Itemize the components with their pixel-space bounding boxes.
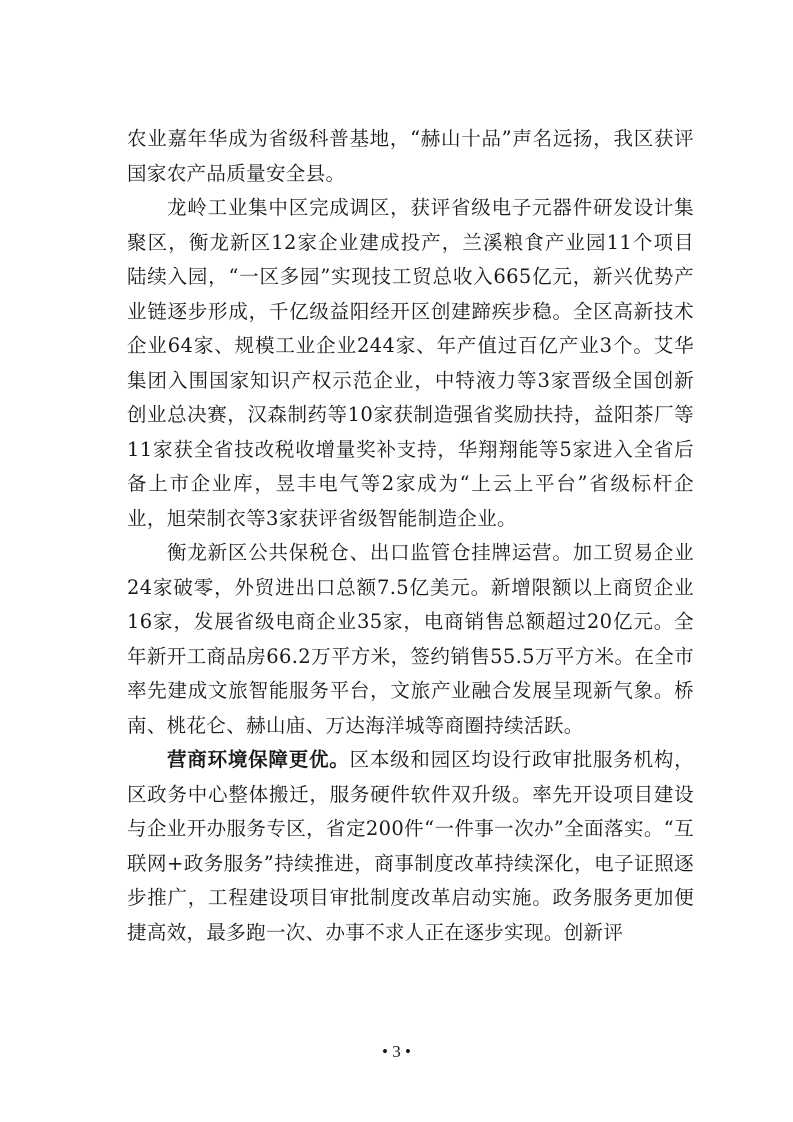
paragraph-business-environment — [127, 743, 694, 950]
paragraph-text: 龙岭工业集中区完成调区，获评省级电子元器件研发设计集聚区，衡龙新区12家企业建成投产，兰溪粮食产业园11个项目陆续入园，“一区多园”实现技工贸总收入665亿元，新兴优势产业链逐步形成，千亿级益阳经开区创建蹄疾步稳。全区高新技术企业64家、规模工业企业244家、年产值过百亿产业3个。艾华集团入围国家知识产权示范企业，中特液力等3家晋级全国创新创业总决赛，汉森制药等10家获制造强省奖励扶持，益阳茶厂等11家获全省技改税收增量奖补支持，华翔翔能等5家进入全省后备上市企业库，昱丰电气等2家成为“上云上平台”省级标杆企业，旭荣制衣等3家获评省级智能制造企业。 — [127, 196, 694, 530]
paragraph-text: 区本级和园区均设行政审批服务机构，区政务中心整体搬迁，服务硬件软件双升级。率先开设项目建设与企业开办服务专区，省定200件“一件事一次办”全面落实。“互联网+政务服务”持续推进，商事制度改革持续深化，电子证照逐步推广，工程建设项目审批制度改革启动实施。政务服务更加便捷高效，最多跑一次、办事不求人正在逐步实现。创新评 — [127, 748, 694, 944]
paragraph-industry — [127, 191, 694, 536]
page-number: • 3 • — [382, 1042, 411, 1061]
paragraph-trade — [127, 536, 694, 743]
paragraph-text: 农业嘉年华成为省级科普基地，“赫山十品”声名远扬，我区获评国家农产品质量安全县。 — [127, 127, 694, 185]
paragraph-text: 衡龙新区公共保税仓、出口监管仓挂牌运营。加工贸易企业24家破零，外贸进出口总额7.5亿美元。新增限额以上商贸企业16家，发展省级电商企业35家，电商销售总额超过20亿元。全年新开工商品房66.2万平方米，签约销售55.5万平方米。在全市率先建成文旅智能服务平台，文旅产业融合发展呈现新气象。桥南、桃花仑、赫山庙、万达海洋城等商圈持续活跃。 — [127, 541, 694, 737]
body-text — [127, 122, 694, 950]
paragraph-lead-heading: 营商环境保障更优。 — [167, 748, 350, 771]
paragraph-agriculture — [127, 122, 694, 191]
